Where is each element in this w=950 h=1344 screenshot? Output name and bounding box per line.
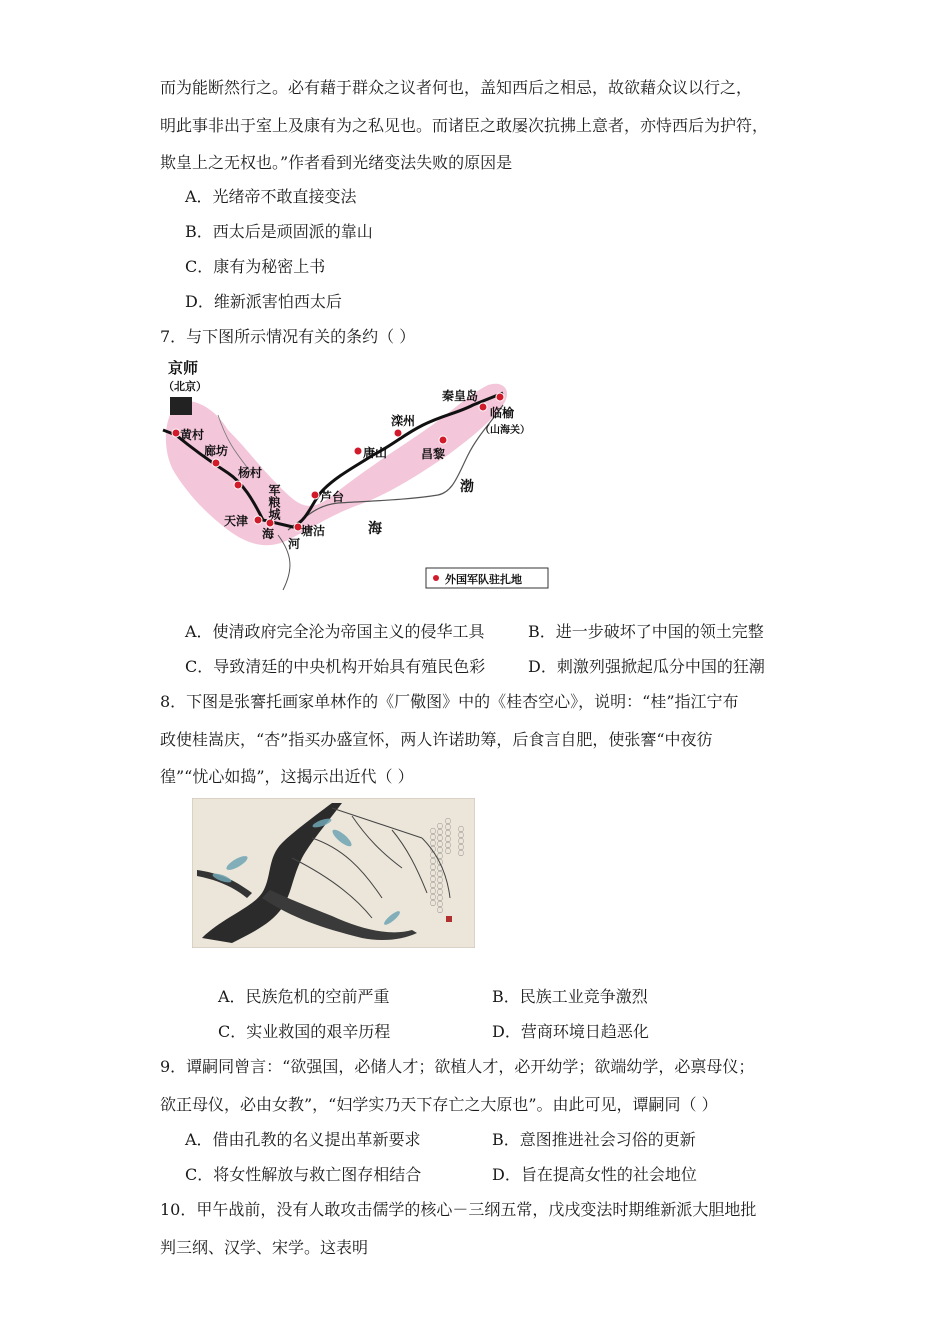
capital-icon	[170, 397, 192, 415]
station-luanzhou	[394, 429, 402, 437]
q8-option-a: A．民族危机的空前严重	[218, 987, 390, 1006]
station-junliangcheng	[266, 519, 274, 527]
label-sea-bo: 渤	[460, 479, 474, 495]
q9-text-line-2: 欲正母仪，必由女教”，“妇学实乃天下存亡之大原也”。由此可见，谭嗣同（ ）	[160, 1095, 718, 1114]
q8-option-d: D．营商环境日趋恶化	[492, 1022, 649, 1041]
seal-stamp	[446, 916, 452, 922]
label-tangshan: 唐山	[363, 446, 388, 460]
q6-text-line-1: 而为能断然行之。必有藉于群众之议者何也，盖知西后之相忌，故欲藉众议以行之，	[160, 78, 753, 97]
q7-stem: 7．与下图所示情况有关的条约（ ）	[160, 327, 416, 346]
label-changli: 昌黎	[421, 447, 446, 461]
q10-text-line-2: 判三纲、汉学、宋学。这表明	[160, 1238, 369, 1257]
q8-text-line-3: 徨”“忧心如捣”，这揭示出近代（ ）	[160, 767, 414, 786]
q6-text-line-2: 明此事非出于室上及康有为之私见也。而诸臣之敢屡次抗拂上意者，亦恃西后为护符，	[160, 116, 769, 135]
label-shanhaiguan: （山海关）	[480, 425, 530, 436]
q8-text-line-1: 8．下图是张謇托画家单林作的《厂儆图》中的《桂杏空心》，说明：“桂”指江宁布	[160, 692, 739, 711]
station-langfang	[212, 459, 220, 467]
svg-text:〇〇〇〇〇: 〇〇〇〇〇	[456, 826, 464, 856]
label-yangcun: 杨村	[238, 466, 263, 480]
q9-option-b: B．意图推进社会习俗的更新	[492, 1130, 696, 1149]
q8-text-line-2: 政使桂嵩庆，“杏”指买办盛宣怀，两人许诺助筹，后食言自肥，使张謇“中夜彷	[160, 730, 713, 749]
label-junliangcheng: 军粮城	[267, 484, 281, 520]
map-legend-label: 外国军队驻扎地	[445, 573, 522, 586]
q8-option-b: B．民族工业竞争激烈	[492, 987, 648, 1006]
q7-option-a: A．使清政府完全沦为帝国主义的侵华工具	[185, 622, 485, 641]
label-river-he: 河	[288, 537, 301, 551]
label-sea-hai: 海	[368, 521, 382, 537]
q6-option-c: C．康有为秘密上书	[185, 257, 326, 276]
railway-map	[158, 355, 553, 595]
station-huangcun	[172, 429, 180, 437]
station-changli	[439, 436, 447, 444]
station-qinhuangdao	[496, 393, 504, 401]
label-river-hai: 海	[262, 527, 275, 541]
label-luanzhou: 滦州	[391, 414, 416, 428]
legend-dot-icon	[433, 575, 439, 581]
station-tianjin	[254, 516, 262, 524]
station-yangcun	[234, 481, 242, 489]
station-linyu	[479, 403, 487, 411]
q6-text-line-3: 欺皇上之无权也。”作者看到光绪变法失败的原因是	[160, 153, 513, 172]
q9-text-line-1: 9．谭嗣同曾言：“欲强国，必储人才；欲植人才，必开幼学；欲端幼学，必禀母仪；	[160, 1057, 755, 1076]
q6-option-a: A．光绪帝不敢直接变法	[185, 187, 357, 206]
capital-label: 京师	[168, 359, 199, 377]
q9-option-d: D．旨在提高女性的社会地位	[492, 1165, 697, 1184]
label-langfang: 廊坊	[204, 444, 229, 458]
svg-text:〇〇〇〇〇〇: 〇〇〇〇〇〇	[443, 818, 451, 854]
label-huangcun: 黄村	[180, 428, 205, 442]
svg-text:〇〇〇〇〇〇〇〇〇〇〇〇〇〇〇: 〇〇〇〇〇〇〇〇〇〇〇〇〇〇〇	[435, 823, 443, 913]
station-tangshan	[354, 447, 362, 455]
label-tanggu: 塘沽	[301, 524, 326, 538]
q7-option-b: B．进一步破坏了中国的领土完整	[528, 622, 764, 641]
label-lutai: 芦台	[320, 490, 345, 504]
q9-option-a: A．借由孔教的名义提出革新要求	[185, 1130, 421, 1149]
q6-option-d: D．维新派害怕西太后	[185, 292, 342, 311]
label-qinhuangdao: 秦皇岛	[442, 389, 479, 403]
capital-sub-label: （北京）	[163, 380, 207, 393]
q10-text-line-1: 10．甲午战前，没有人敢攻击儒学的核心－三纲五常，戊戌变法时期维新派大胆地批	[160, 1200, 757, 1219]
q6-option-b: B．西太后是顽固派的靠山	[185, 222, 373, 241]
q9-option-c: C．将女性解放与救亡图存相结合	[185, 1165, 422, 1184]
label-linyu: 临榆	[490, 406, 515, 420]
q7-option-d: D．刺激列强掀起瓜分中国的狂潮	[528, 657, 765, 676]
q8-option-c: C．实业救国的艰辛历程	[218, 1022, 391, 1041]
station-lutai	[311, 491, 319, 499]
svg-text:〇〇〇〇〇〇〇〇〇〇〇〇〇: 〇〇〇〇〇〇〇〇〇〇〇〇〇	[428, 828, 436, 906]
label-tianjin: 天津	[224, 514, 249, 528]
q7-option-c: C．导致清廷的中央机构开始具有殖民色彩	[185, 657, 486, 676]
guixing-painting	[192, 798, 475, 948]
